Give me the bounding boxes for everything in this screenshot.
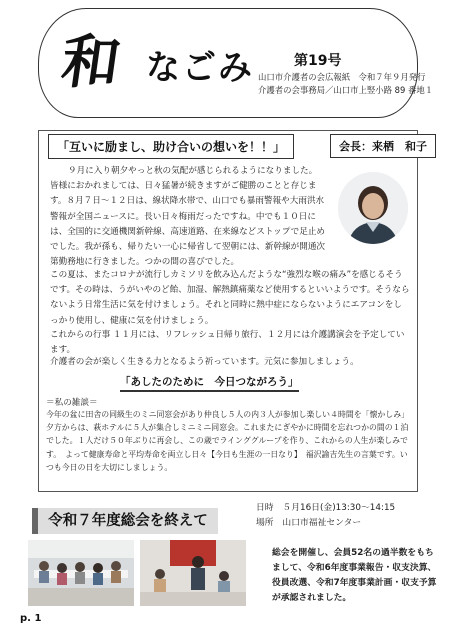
essay-text: 今年の盆に田舎の同級生のミニ同窓会があり仲良し５人の内３人が参加し楽しい４時間を「懐かしみ」夕方からは、萩ホテルに５人が集合しミニミニ同窓会。これまたにぎやかに時間を忘れつかの間の１泊でした。１人だけ５０年ぶりに再会し、この歳でラインググループを作り、これからの人生が楽しみです。 よって健康寿命と平均寿命を両立し日々【今日も生涯の一日なり】 福沢諭吉先生の言葉です。いつも今日の日を大切にしましょう。 bbox=[46, 410, 409, 472]
issue-number: 第19号 bbox=[294, 53, 342, 69]
agm-venue: 場所 山口市福祉センター bbox=[256, 518, 362, 528]
article-paragraph-1-line-2: 皆様におかれましては、日々猛暑が続きますがご健勝のことと存じます。８月７日～１２日は、線状降水帯で、山口でも暴雨警報や大雨洪水警報が全国ニュースに。長い日々梅雨だったですね。中でも１０日には、全国的に交通機関新幹線、高速道路、在来線などストップで足止めでした。我が孫も、帰りたい一心に帰省して翌朝には、新幹線が開通次第勤務地に行きました。つかの間の喜びでした。 bbox=[50, 181, 326, 268]
chairperson-photo bbox=[338, 172, 408, 244]
article-paragraph-1 bbox=[50, 164, 330, 270]
publication-info: 山口市介護者の会広報紙 令和７年９月発行 bbox=[258, 72, 426, 82]
slogan: 「あしたのために 今日つながろう」 bbox=[120, 374, 299, 392]
article-paragraph-2: この夏は、またコロナが流行しカミソリを飲み込んだような“強烈な喉の痛み”を感じるそうです。その時は、うがいやのど飴、加湿、解熱鎮痛薬など使用するといいようです。そうならないよう日常生活に気を付けましょう。それと同時に熱中症にならないようにエアコンをしっかり使用し、健康に気を付けましょう。 bbox=[50, 270, 410, 326]
agm-section-title: 令和７年度総会を終えて bbox=[32, 508, 218, 534]
page-number: p. 1 bbox=[20, 613, 42, 624]
article-paragraph-3: これからの行事 １１月には、リフレッシュ日帰り旅行、１２月には介護講演会を予定しています。 bbox=[50, 330, 405, 356]
essay-heading: ＝私の雑談＝ bbox=[46, 398, 98, 408]
meeting-photo-1 bbox=[28, 540, 134, 606]
agm-date: 日時 ５月16日(金)13:30～14:15 bbox=[256, 503, 396, 513]
article-paragraph-4: 介護者の会が楽しく生きる力となるよう祈っています。元気に参加しましょう。 bbox=[50, 357, 359, 367]
newsletter-title: なごみ bbox=[146, 48, 254, 88]
chairperson-label: 会長：来栖 和子 bbox=[330, 134, 436, 158]
secretariat-address: 介護者の会事務局／山口市上竪小路 89 番地１ bbox=[258, 85, 434, 95]
newsletter-logo-char: 和 bbox=[57, 28, 125, 96]
agm-report-text: 総会を開催し、会員52名の過半数をもちまして、令和6年度事業報告・収支決算、役員改選、令和7年度事業計画・収支予算が承認されました。 bbox=[272, 548, 437, 603]
agm-report bbox=[262, 546, 438, 606]
meeting-photo-2 bbox=[140, 540, 246, 606]
article-paragraph-1-line-1: ９月に入り朝夕やっと秋の気配が感じられるようになりました。 bbox=[68, 166, 318, 176]
article-title: 「互いに励まし、助け合いの想いを！！」 bbox=[48, 134, 294, 159]
